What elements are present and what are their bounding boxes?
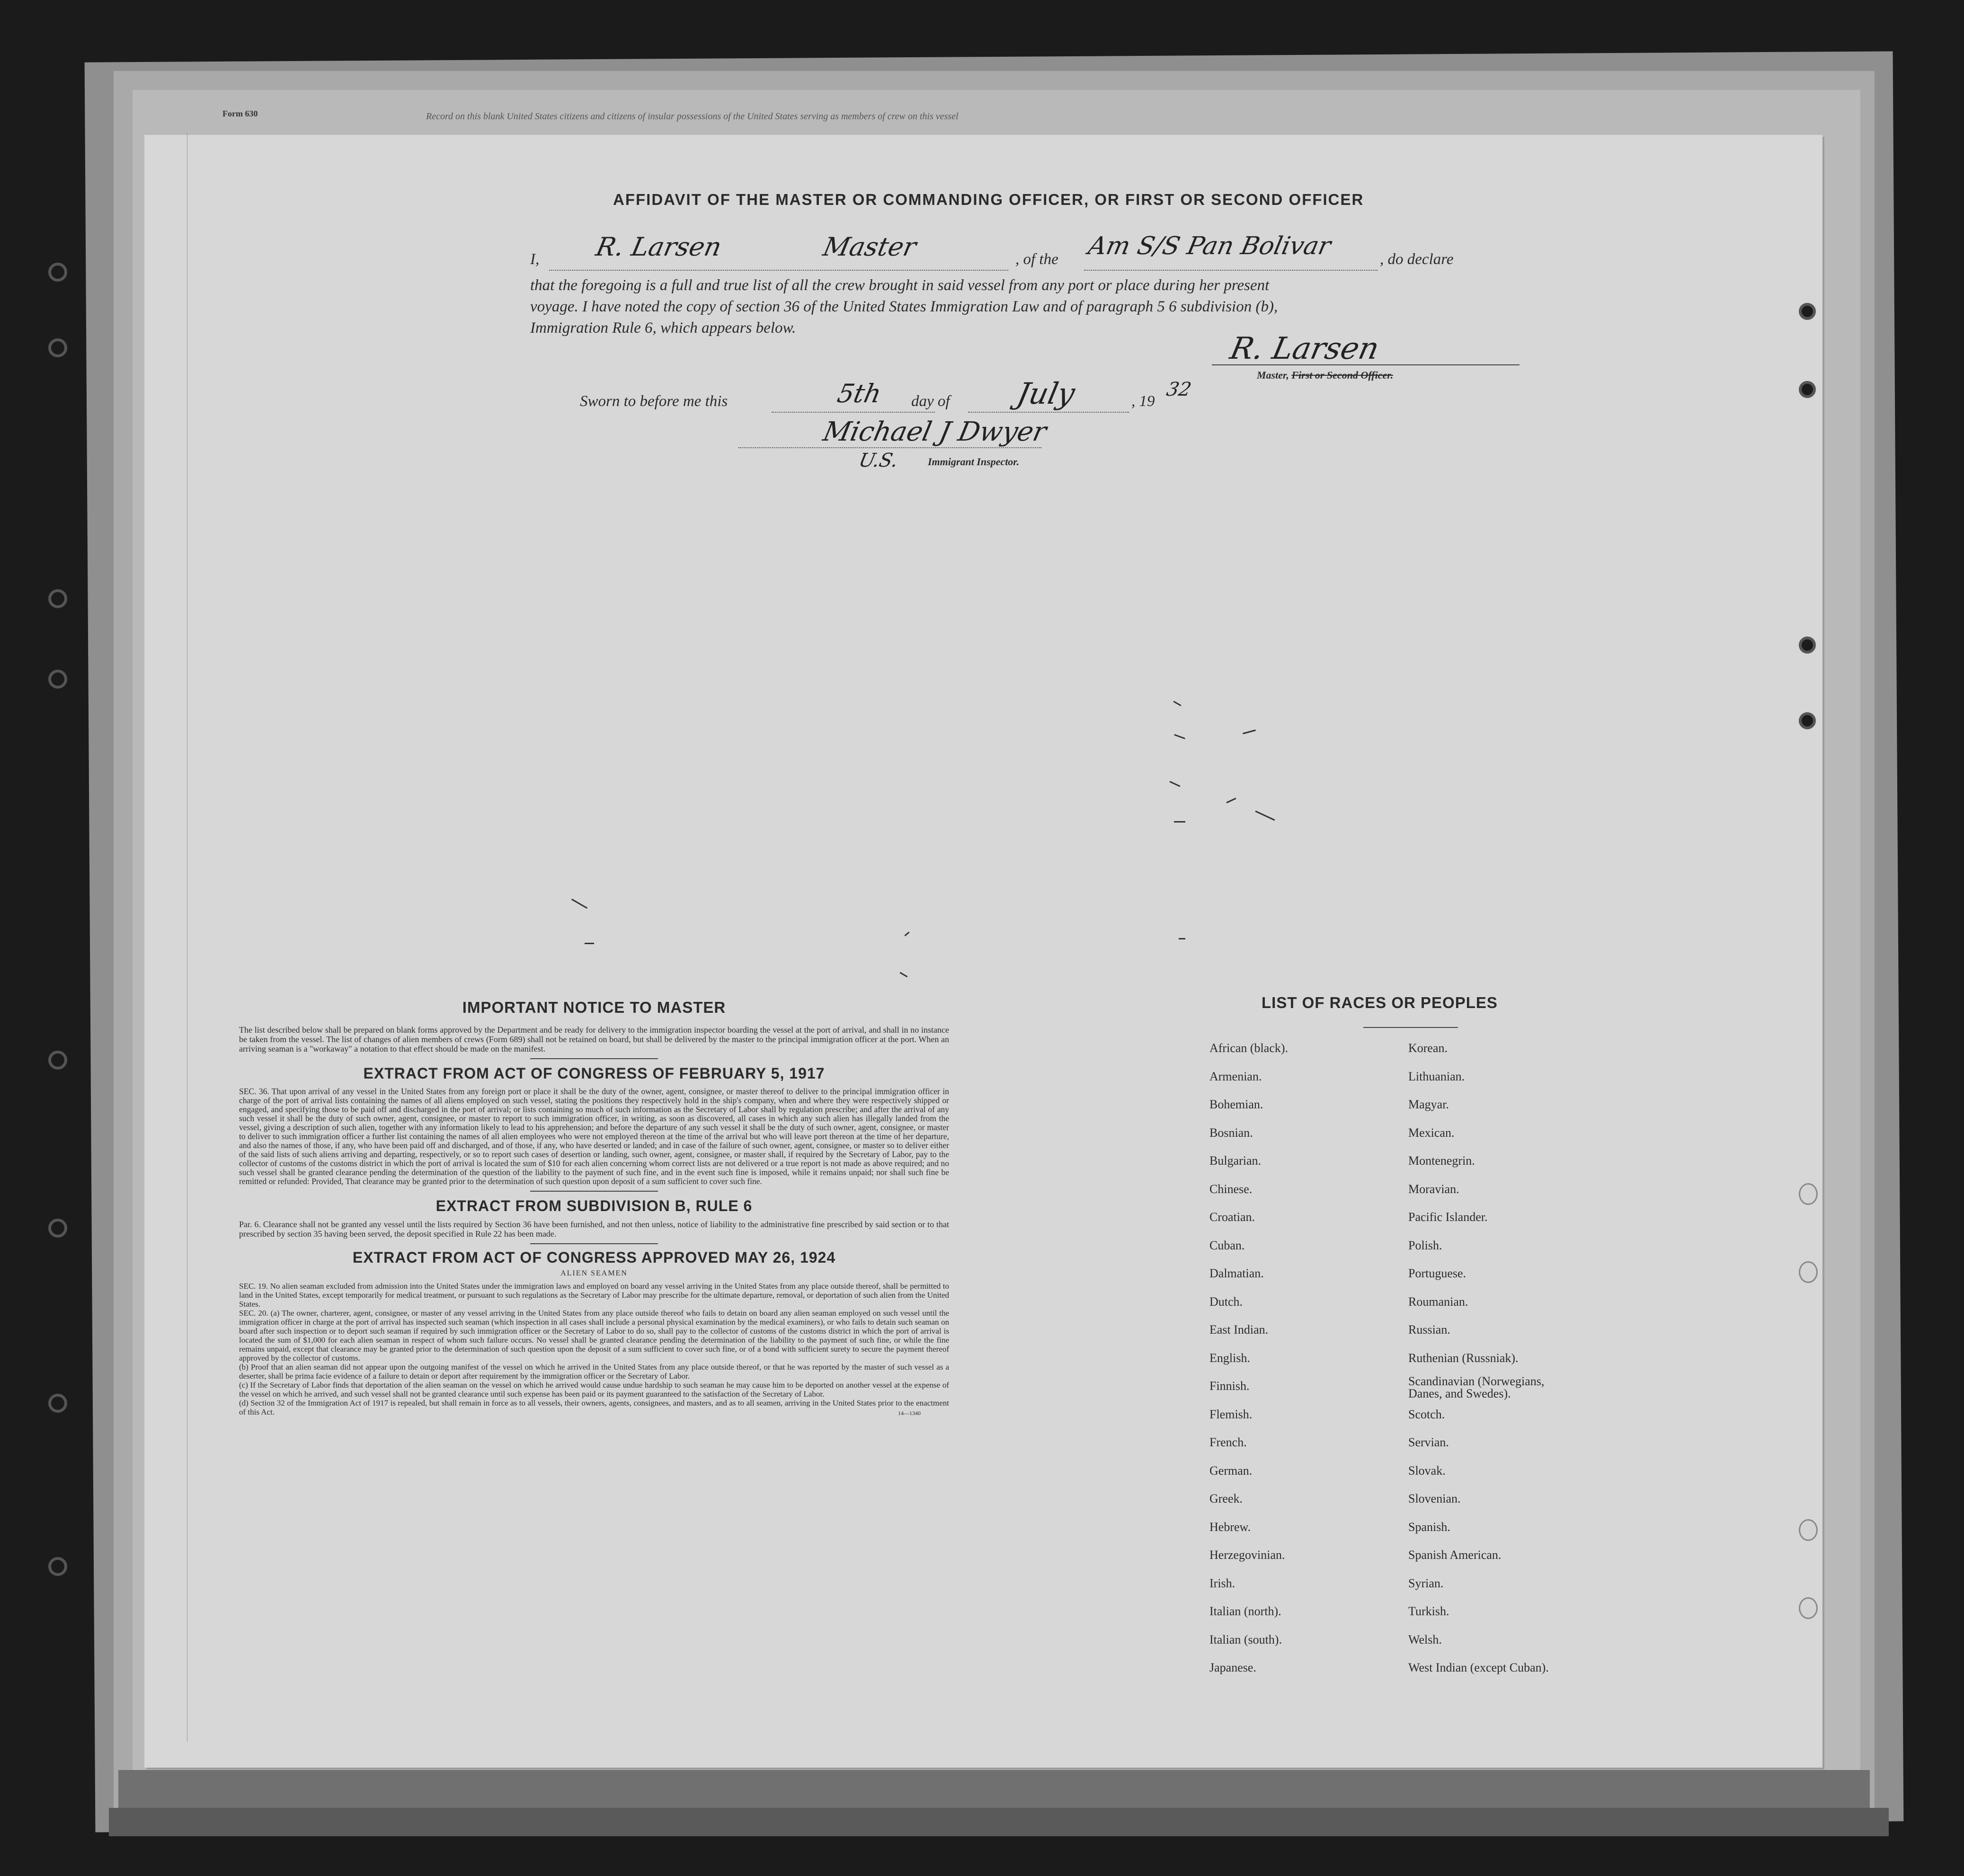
race-item: Armenian.	[1209, 1069, 1262, 1083]
race-item: English.	[1209, 1351, 1250, 1365]
inspector-handwriting: Michael J Dwyer	[820, 416, 1049, 447]
do-declare-text: , do declare	[1380, 251, 1454, 268]
race-item: Bosnian.	[1209, 1125, 1253, 1140]
affidavit-line4: Immigration Rule 6, which appears below.	[530, 319, 796, 336]
race-item: Italian (north).	[1209, 1604, 1281, 1618]
race-item: Bulgarian.	[1209, 1154, 1262, 1168]
race-item: Portuguese.	[1408, 1266, 1466, 1280]
extract-1924-para-5: (d) Section 32 of the Immigration Act of 1917 is repealed, but shall remain in force as to all vessels, their owners, agents, consignees, and masters, and as to all seamen, arriving in the United States prior to the enactment of this Act.	[239, 1398, 949, 1416]
punch-hole-icon	[1799, 1597, 1818, 1619]
race-item: Flemish.	[1209, 1407, 1253, 1421]
race-item: Bohemian.	[1209, 1097, 1263, 1111]
extract-rule6-text: Par. 6. Clearance shall not be granted any vessel until the lists required by Section 36 have been furnished, and not then unless, notice of liability to the administrative fine prescribed by said section or to that prescribed by section 35 having been served, the deposit specified in Rule 22 has been made.	[239, 1220, 949, 1239]
section-separator	[530, 1243, 658, 1244]
race-item: Turkish.	[1408, 1604, 1449, 1618]
inspector-line	[738, 447, 1041, 448]
race-item: Finnish.	[1209, 1379, 1250, 1393]
race-item: Spanish.	[1408, 1520, 1450, 1534]
affidavit-line2: that the foregoing is a full and true list of all the crew brought in said vessel from any port or place during her present	[530, 277, 1270, 294]
punch-hole-icon	[1799, 1261, 1818, 1283]
affidavit-line1-prefix: I,	[530, 251, 540, 268]
race-item: Lithuanian.	[1408, 1069, 1465, 1083]
extract-1924-para-1: SEC. 19. No alien seaman excluded from admission into the United States under the immigration laws and employed on board any vessel arriving in the United States from any place outside thereof, shall be permitted to land in the United States, except temporarily for medical treatment, or pursuant to such regulations as the Secretary of Labor may prescribe for the ultimate departure, removal, or deportation of such alien from the United States.	[239, 1282, 949, 1309]
punch-hole-icon	[1799, 1519, 1818, 1541]
day-handwriting: 5th	[835, 379, 884, 408]
race-item: Scandinavian (Norwegians, Danes, and Swedes).	[1408, 1374, 1545, 1400]
race-item: Pacific Islander.	[1408, 1210, 1488, 1224]
vessel-name-line	[1084, 270, 1377, 271]
notice-column	[239, 999, 949, 1417]
race-item: Irish.	[1209, 1576, 1235, 1590]
signature-line	[1212, 364, 1520, 365]
race-item: Korean.	[1408, 1041, 1448, 1055]
year-prefix: , 19	[1131, 393, 1155, 410]
race-item: Slovak.	[1408, 1463, 1446, 1478]
month-handwriting: July	[1014, 376, 1078, 411]
punch-hole-icon	[1799, 637, 1816, 654]
race-item: Mexican.	[1408, 1125, 1455, 1140]
race-item: French.	[1209, 1435, 1247, 1449]
extract-rule6-title: EXTRACT FROM SUBDIVISION B, RULE 6	[435, 1197, 753, 1214]
day-of-text: day of	[911, 393, 950, 410]
race-item: Montenegrin.	[1408, 1154, 1475, 1168]
binder-hole-icon	[48, 263, 67, 282]
vessel-name-handwriting: Am S/S Pan Bolivar	[1085, 232, 1333, 260]
binder-hole-icon	[48, 1394, 67, 1413]
binder-hole-icon	[48, 1219, 67, 1238]
stray-mark	[1179, 938, 1185, 939]
section-separator	[530, 1191, 658, 1192]
race-item: Chinese.	[1209, 1182, 1253, 1196]
sworn-text: Sworn to before me this	[580, 393, 728, 410]
race-item: Syrian.	[1408, 1576, 1444, 1590]
punch-hole-icon	[1799, 303, 1816, 320]
race-item: Roumanian.	[1408, 1294, 1468, 1309]
month-line	[968, 412, 1129, 413]
year-handwriting: 32	[1164, 379, 1193, 400]
race-item: Polish.	[1408, 1238, 1442, 1252]
extract-1924-subtitle: ALIEN SEAMEN	[560, 1269, 628, 1277]
race-item: German.	[1209, 1463, 1253, 1478]
race-item: Moravian.	[1408, 1182, 1459, 1196]
extract-1924-para-2: SEC. 20. (a) The owner, charterer, agent, consignee, or master of any vessel arriving in the United States from any place outside thereof who fails to detain on board any alien seaman employed on such vessel until the immigration officer in charge at the port of arrival has inspected such seaman (which inspection in all cases shall include a personal physical examination by the medical examiners), or who fails to detain such seaman on board after such inspection or to deport such seaman if required by such immigration officer or the Secretary of Labor to do so, shall pay to the collector of customs of the customs district in which the port of arrival is located the sum of $1,000 for each alien seaman in respect of whom such failure occurs. No vessel shall be granted clearance pending the determination of the liability to the payment of such fine, or while the fine remains unpaid, except that clearance may be granted prior to the determination of such question upon the deposit of a sum sufficient to cover such fine, or of a bond with sufficient surety to secure the payment thereof approved by the collector of customs.	[239, 1309, 949, 1363]
binder-hole-icon	[48, 1051, 67, 1070]
signature-caption	[1257, 369, 1393, 381]
master-signature: R. Larsen	[1227, 331, 1382, 366]
race-item: Croatian.	[1209, 1210, 1255, 1224]
race-item: Magyar.	[1408, 1097, 1449, 1111]
race-item: Ruthenian (Russniak).	[1408, 1351, 1519, 1365]
master-name-handwriting: R. Larsen	[593, 232, 725, 262]
race-item: Italian (south).	[1209, 1632, 1282, 1646]
race-item: Japanese.	[1209, 1661, 1256, 1674]
affidavit-title: AFFIDAVIT OF THE MASTER OR COMMANDING OFFICER, OR FIRST OR SECOND OFFICER	[613, 191, 1364, 208]
punch-hole-icon	[1799, 381, 1816, 398]
form-number: Form 630	[222, 109, 258, 118]
stray-mark	[585, 943, 594, 944]
race-item: Cuban.	[1209, 1238, 1245, 1252]
races-title: LIST OF RACES OR PEOPLES	[1262, 994, 1498, 1011]
section-separator	[530, 1058, 658, 1059]
race-item: East Indian.	[1209, 1323, 1269, 1336]
affidavit-page	[144, 135, 1822, 1768]
race-item: Scotch.	[1408, 1407, 1445, 1421]
master-title-handwriting: Master	[820, 232, 919, 262]
binder-hole-icon	[48, 338, 67, 357]
binder-hole-icon	[48, 1557, 67, 1576]
race-item: Slovenian.	[1408, 1492, 1461, 1505]
back-sheet-edge	[109, 1808, 1889, 1836]
day-line	[772, 412, 935, 413]
footer-code: 14—1340	[898, 1410, 921, 1416]
race-item: West Indian (except Cuban).	[1408, 1661, 1549, 1674]
race-item: Servian.	[1408, 1435, 1449, 1449]
master-name-line	[549, 270, 1008, 271]
notice-text: The list described below shall be prepared on blank forms approved by the Department and be ready for delivery to the immigration inspector boarding the vessel at the port of arrival, and shall in no instance be taken from the vessel. The list of changes of alien members of crews (Form 689) shall not be retained on board, but shall be delivered by the master to the principal immigration officer at the port. When an arriving seaman is a "workaway" a notation to that effect should be made on the manifest.	[239, 1025, 949, 1053]
extract-1924-title: EXTRACT FROM ACT OF CONGRESS APPROVED MAY 26, 1924	[352, 1249, 836, 1266]
race-item: Russian.	[1408, 1323, 1450, 1336]
inspector-prefix-handwriting: U.S.	[857, 450, 900, 471]
binder-hole-icon	[48, 589, 67, 608]
race-item: Dalmatian.	[1209, 1266, 1264, 1280]
race-item: Greek.	[1209, 1492, 1243, 1505]
notice-title: IMPORTANT NOTICE TO MASTER	[462, 999, 726, 1016]
race-item: Dutch.	[1209, 1294, 1243, 1309]
race-item: Hebrew.	[1209, 1520, 1251, 1534]
back-sheet-header: Record on this blank United States citizens and citizens of insular possessions of the United States serving as members of crew on this vessel	[426, 111, 959, 122]
stray-mark	[1174, 821, 1185, 823]
race-item: Spanish American.	[1408, 1548, 1502, 1562]
binder-hole-icon	[48, 670, 67, 689]
extract-1924-para-3: (b) Proof that an alien seaman did not appear upon the outgoing manifest of the vessel on which he arrived in the United States from any place outside thereof, or that he was reported by the master of such vessel as a deserter, shall be prima facie evidence of a failure to detain or deport after requirement by the immigration officer or the Secretary of Labor.	[239, 1363, 949, 1380]
extract-1917-text: SEC. 36. That upon arrival of any vessel in the United States from any foreign port or place it shall be the duty of the owner, agent, consignee, or master thereof to deliver to the principal immigration officer in charge of the port of arrival lists containing the names of all aliens employed on such vessel, stating the positions they respectively hold in the ship's company, when and where they were respectively shipped or engaged, and specifying those to be paid off and discharged in the port of arrival; or lists containing so much of such information as the Secretary of Labor shall by regulation prescribe; and after the arrival of any such vessel it shall be the duty of such owner, agent, consignee, or master to report to such immigration officer, in writing, as soon as discovered, all cases in which any such alien has illegally landed from the vessel, giving a description of such alien, together with any information likely to lead to his apprehension; and before the departure of any such vessel it shall be the duty of such owner, agent, consignee, or master to deliver to such immigration officer a further list containing the names of all alien employees who were not employed thereon at the time of the arrival but who will leave port thereon at the time of her departure, and also the names of those, if any, who have been paid off and discharged, and of those, if any, who have deserted or landed; and in case of the failure of such owner, agent, consignee, or master so to deliver either of the said lists of such aliens arriving and departing, respectively, or so to report such cases of desertion or landing, such owner, agent, consignee, or master shall, if required by the Secretary of Labor, pay to the collector of customs of the customs district in which the port of arrival is located the sum of $10 for each alien concerning whom correct lists are not delivered or a true report is not made as above required; and no such vessel shall be granted clearance pending the determination of the question of the liability to the payment of such fine, and in the event such fine is imposed, while it remains unpaid; nor shall such fine be remitted or refunded: Provided, That clearance may be granted prior to the determination of such question upon deposit of a sum sufficient to cover such fine.	[239, 1087, 949, 1186]
race-item: Welsh.	[1408, 1632, 1442, 1646]
affidavit-line3: voyage. I have noted the copy of section 36 of the United States Immigration Law and of paragraph 5 6 subdivision (b),	[530, 298, 1278, 315]
punch-hole-icon	[1799, 712, 1816, 729]
extract-1924-para-4: (c) If the Secretary of Labor finds that deportation of the alien seaman on the vessel on which he arrived would cause undue hardship to such seaman he may cause him to be deported on another vessel at the expense of the vessel on which he arrived, and such vessel shall not be granted clearance until such expense has been paid or its payment guaranteed to the satisfaction of the Secretary of Labor.	[239, 1380, 949, 1398]
extract-1917-title: EXTRACT FROM ACT OF CONGRESS OF FEBRUARY 5, 1917	[363, 1065, 825, 1082]
inspector-caption: Immigrant Inspector.	[928, 456, 1020, 468]
race-item: African (black).	[1209, 1041, 1289, 1055]
races-title-rule	[1363, 1027, 1458, 1028]
punch-hole-icon	[1799, 1183, 1818, 1205]
signature-caption-master: Master,	[1257, 369, 1289, 381]
race-item: Herzegovinian.	[1209, 1548, 1285, 1562]
of-the-text: , of the	[1015, 251, 1058, 268]
signature-caption-struck: First or Second Officer.	[1291, 369, 1394, 381]
